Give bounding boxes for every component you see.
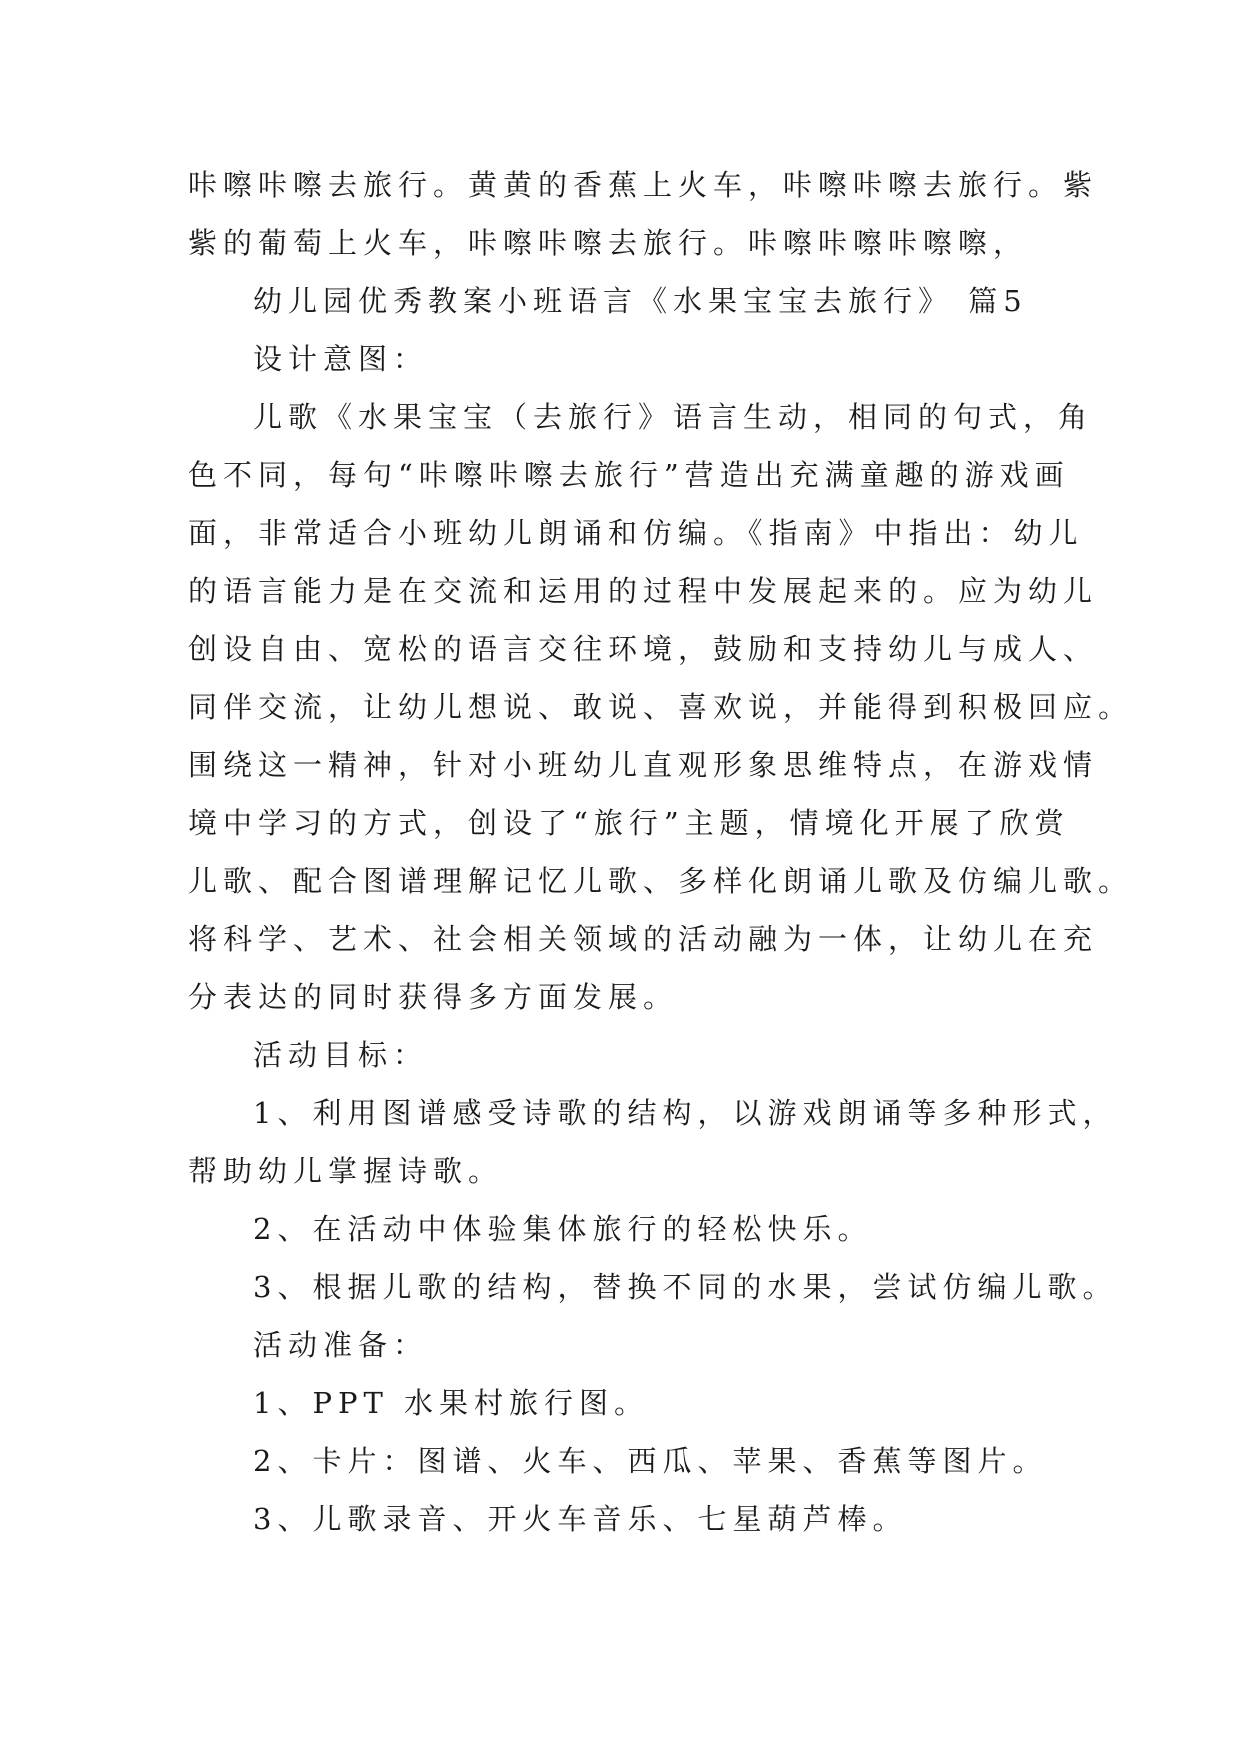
body-text-line: 境中学习的方式，创设了“旅行”主题，情境化开展了欣赏 [188,806,1070,840]
list-item-continuation: 帮助幼儿掌握诗歌。 [188,1154,504,1188]
subheading-activity-prep: 活动准备： [253,1328,429,1362]
list-item: 2、卡片：图谱、火车、西瓜、苹果、香蕉等图片。 [253,1444,1048,1478]
list-item: 1、利用图谱感受诗歌的结构，以游戏朗诵等多种形式， [253,1096,1118,1130]
list-item: 3、儿歌录音、开火车音乐、七星葫芦棒。 [253,1502,908,1536]
body-text-line: 儿歌、配合图谱理解记忆儿歌、多样化朗诵儿歌及仿编儿歌。 [188,864,1134,898]
body-text-line: 同伴交流，让幼儿想说、敢说、喜欢说，并能得到积极回应。 [188,690,1134,724]
body-text-line: 面，非常适合小班幼儿朗诵和仿编。《指南》中指出：幼儿 [188,516,1084,550]
body-text-line: 创设自由、宽松的语言交往环境，鼓励和支持幼儿与成人、 [188,632,1099,666]
list-item: 3、根据儿歌的结构，替换不同的水果，尝试仿编儿歌。 [253,1270,1118,1304]
body-text-line: 分表达的同时获得多方面发展。 [188,980,679,1014]
list-item: 1、PPT 水果村旅行图。 [253,1386,650,1420]
body-text-line: 围绕这一精神，针对小班幼儿直观形象思维特点，在游戏情 [188,748,1099,782]
section-heading: 幼儿园优秀教案小班语言《水果宝宝去旅行》 篇5 [253,284,1028,318]
subheading-activity-goals: 活动目标： [253,1038,429,1072]
body-text-line: 将科学、艺术、社会相关领域的活动融为一体，让幼儿在充 [188,922,1099,956]
list-item: 2、在活动中体验集体旅行的轻松快乐。 [253,1212,873,1246]
body-text-line: 紫的葡萄上火车，咔嚓咔嚓去旅行。咔嚓咔嚓咔嚓嚓， [188,226,1029,260]
body-text-line: 的语言能力是在交流和运用的过程中发展起来的。应为幼儿 [188,574,1099,608]
body-text-line: 色不同，每句“咔嚓咔嚓去旅行”营造出充满童趣的游戏画 [188,458,1070,492]
body-text-line: 咔嚓咔嚓去旅行。黄黄的香蕉上火车，咔嚓咔嚓去旅行。紫 [188,168,1099,202]
subheading-design-intent: 设计意图： [253,342,429,376]
body-text-line: 儿歌《水果宝宝（去旅行》语言生动，相同的句式，角 [253,400,1094,434]
